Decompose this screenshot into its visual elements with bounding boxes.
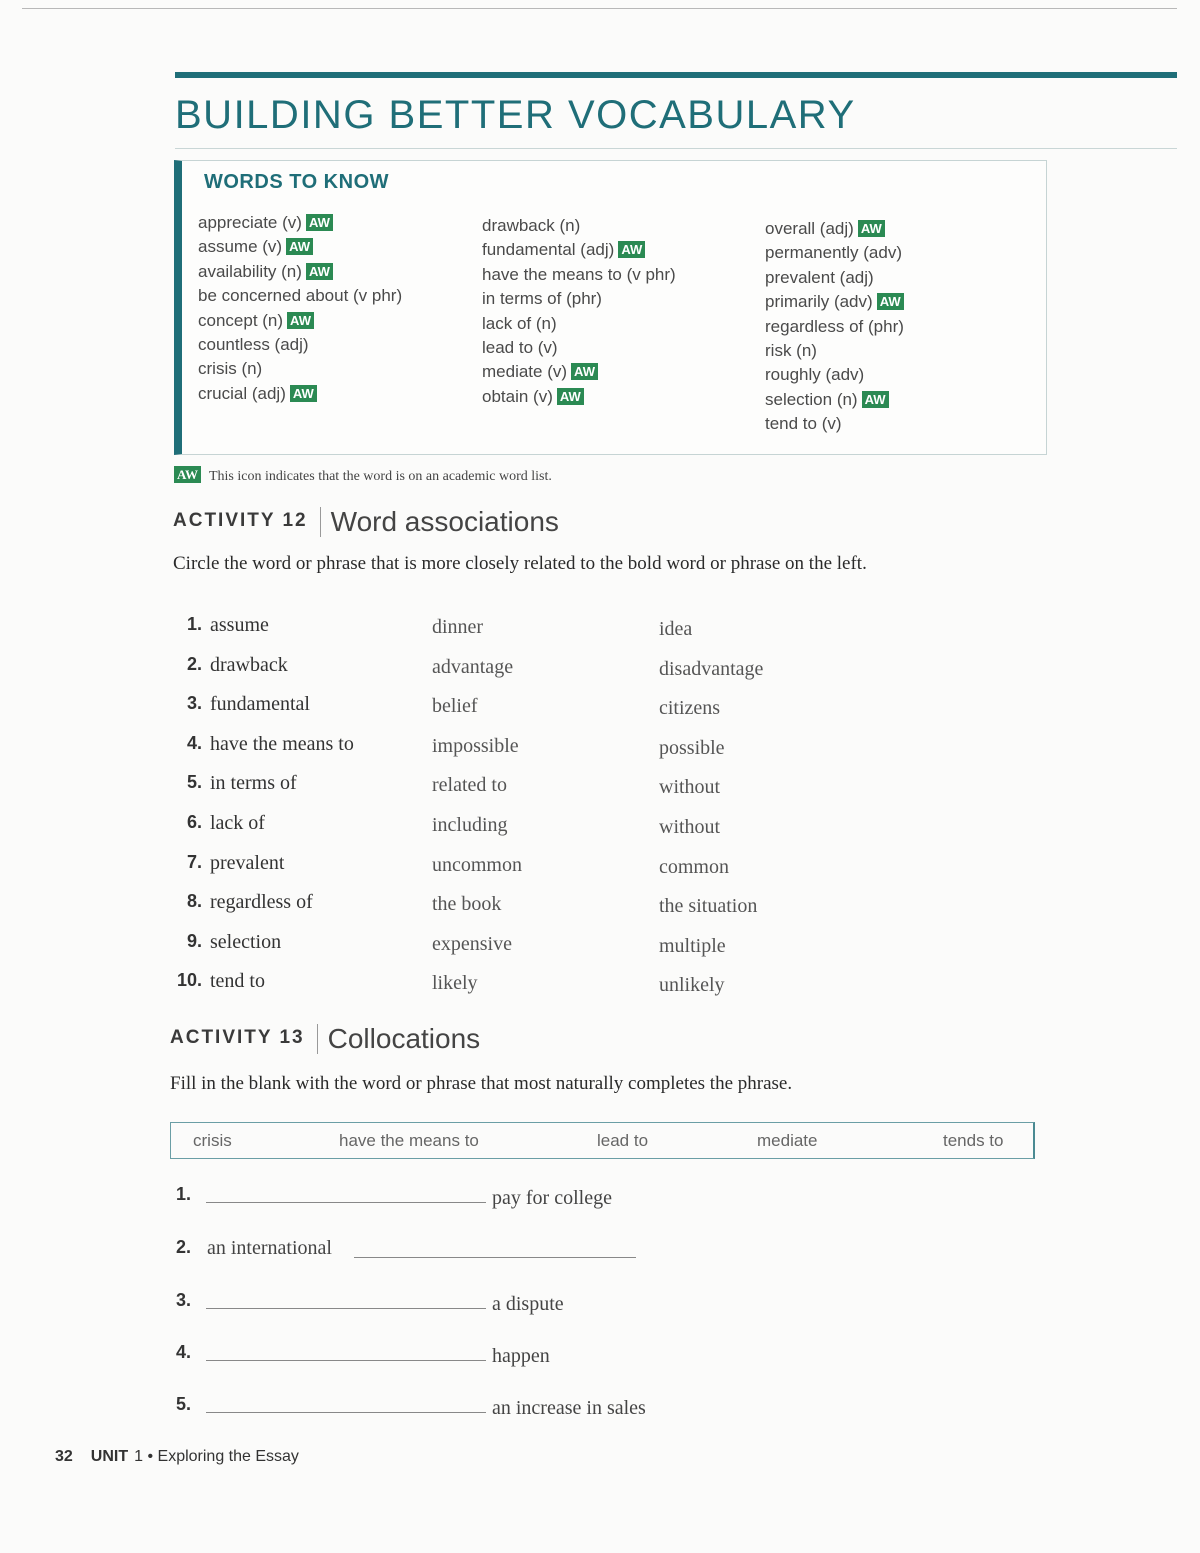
vocab-word	[198, 260, 402, 284]
unit-label: UNIT	[90, 1448, 129, 1465]
option-b[interactable]: idea	[659, 618, 693, 640]
vocab-word-text: assume (v)	[198, 237, 283, 257]
page-footer	[55, 1448, 299, 1466]
aw-badge-icon: AW	[174, 466, 201, 483]
option-a[interactable]: uncommon	[432, 853, 522, 876]
option-b[interactable]: common	[659, 855, 729, 878]
activity-13-heading	[170, 1023, 480, 1055]
vocab-word-text: lack of (n)	[482, 313, 557, 333]
vocab-word	[765, 412, 904, 436]
item-number: 4.	[186, 732, 202, 753]
answer-blank[interactable]	[206, 1308, 486, 1309]
vocab-word	[198, 211, 402, 235]
bold-word: in terms of	[210, 772, 297, 795]
word-column-2	[482, 214, 676, 409]
heading-divider	[317, 1024, 318, 1054]
activity-12-heading	[173, 506, 559, 538]
vocab-word-text: obtain (v)	[482, 386, 553, 406]
aw-badge-icon: AW	[571, 363, 598, 380]
item-number: 3.	[186, 693, 202, 714]
option-b[interactable]: disadvantage	[659, 657, 764, 680]
vocab-word	[482, 238, 676, 262]
aw-badge-icon: AW	[286, 238, 313, 255]
word-bank-item: have the means to	[339, 1131, 479, 1150]
option-b[interactable]: unlikely	[659, 974, 725, 997]
option-b[interactable]: without	[659, 776, 721, 799]
vocab-word	[198, 235, 402, 259]
option-a[interactable]: advantage	[432, 655, 514, 678]
aw-badge-icon: AW	[862, 391, 889, 408]
aw-badge-icon: AW	[618, 241, 645, 258]
vocab-word	[765, 241, 904, 265]
vocab-word-text: concept (n)	[198, 310, 284, 330]
bold-word: have the means to	[210, 732, 354, 755]
vocab-word	[765, 315, 904, 339]
header-bar	[175, 72, 1177, 78]
item-number: 1.	[176, 1184, 192, 1204]
aw-badge-icon: AW	[858, 220, 885, 237]
bold-word: lack of	[210, 811, 265, 834]
vocab-word	[482, 214, 676, 238]
option-b[interactable]: multiple	[659, 934, 726, 957]
bold-word: tend to	[210, 970, 265, 993]
aw-badge-icon: AW	[287, 312, 314, 329]
aw-badge-icon: AW	[290, 385, 317, 402]
vocab-word-text: in terms of (phr)	[482, 289, 602, 309]
vocab-word	[765, 388, 904, 412]
item-number: 5.	[176, 1394, 192, 1414]
option-b[interactable]: the situation	[659, 895, 758, 918]
vocab-word-text: prevalent (adj)	[765, 267, 874, 287]
vocab-word	[482, 312, 676, 336]
option-a[interactable]: the book	[432, 893, 502, 916]
top-rule	[22, 8, 1177, 9]
item-number: 8.	[186, 891, 202, 912]
bold-word: prevalent	[210, 851, 285, 874]
bold-word: drawback	[210, 653, 288, 676]
word-column-3	[765, 217, 904, 437]
vocab-word-text: crisis (n)	[198, 359, 263, 379]
vocab-word-text: be concerned about (v phr)	[198, 286, 403, 306]
answer-blank[interactable]	[206, 1202, 486, 1203]
vocab-word	[198, 382, 402, 406]
word-column-1	[198, 211, 402, 406]
item-number: 7.	[186, 851, 202, 872]
activity-13-instruction: Fill in the blank with the word or phrase that most naturally completes the phrase.	[170, 1073, 793, 1094]
item-text: an increase in sales	[492, 1397, 646, 1419]
option-a[interactable]: including	[432, 813, 508, 836]
activity-13-label: ACTIVITY 13	[170, 1027, 305, 1049]
vocab-word	[482, 263, 676, 287]
vocab-word	[765, 363, 904, 387]
vocab-word	[198, 357, 402, 381]
answer-blank[interactable]	[206, 1412, 486, 1413]
page-title: BUILDING BETTER VOCABULARY	[175, 93, 856, 137]
option-b[interactable]: possible	[659, 736, 725, 759]
activity-13-title: Collocations	[327, 1023, 481, 1054]
word-bank-item: mediate	[757, 1131, 818, 1150]
word-bank-item: crisis	[193, 1131, 232, 1150]
vocab-word	[765, 266, 904, 290]
vocab-word	[482, 385, 676, 409]
item-number: 9.	[186, 930, 202, 951]
option-b[interactable]: citizens	[659, 697, 721, 720]
item-number: 2.	[186, 653, 202, 674]
vocab-word-text: appreciate (v)	[198, 213, 302, 232]
vocab-word-text: have the means to (v phr)	[482, 264, 676, 284]
vocab-word	[765, 290, 904, 314]
aw-note-text: This icon indicates that the word is on an academic word list.	[208, 469, 552, 484]
aw-note	[174, 466, 552, 485]
vocab-word-text: overall (adj)	[765, 219, 854, 238]
vocab-word-text: risk (n)	[765, 340, 817, 360]
aw-badge-icon: AW	[306, 263, 333, 280]
vocab-word	[765, 339, 904, 363]
item-text: a dispute	[492, 1293, 564, 1315]
item-number: 4.	[176, 1342, 192, 1362]
bold-word: assume	[210, 614, 269, 636]
bold-word: fundamental	[210, 693, 310, 716]
vocab-word-text: selection (n)	[765, 389, 858, 409]
item-number: 6.	[186, 811, 202, 832]
vocab-word-text: roughly (adv)	[765, 365, 865, 385]
option-a[interactable]: dinner	[432, 616, 484, 638]
vocab-word-text: primarily (adv)	[765, 292, 873, 312]
vocab-word	[482, 336, 676, 360]
vocab-word-text: tend to (v)	[765, 414, 842, 434]
bold-word: selection	[210, 930, 282, 953]
vocab-word-text: drawback (n)	[482, 216, 581, 235]
item-number: 2.	[176, 1237, 192, 1257]
item-number: 1.	[186, 614, 202, 634]
answer-blank[interactable]	[206, 1360, 486, 1361]
vocab-word	[198, 309, 402, 333]
item-text: an international	[207, 1237, 332, 1259]
option-b[interactable]: without	[659, 815, 721, 838]
item-number: 10.	[176, 970, 202, 991]
item-text: happen	[492, 1345, 550, 1367]
aw-badge-icon: AW	[306, 214, 333, 231]
answer-blank[interactable]	[354, 1257, 636, 1258]
words-to-know-box	[174, 160, 1047, 455]
heading-divider	[320, 507, 321, 537]
vocab-word	[482, 287, 676, 311]
word-bank-item: tends to	[943, 1131, 1004, 1150]
item-text: pay for college	[492, 1187, 612, 1209]
option-a[interactable]: likely	[432, 972, 478, 995]
vocab-word-text: availability (n)	[198, 261, 302, 281]
vocab-word	[198, 333, 402, 357]
words-to-know-heading: WORDS TO KNOW	[204, 171, 390, 193]
vocab-word	[482, 360, 676, 384]
activity-12-instruction: Circle the word or phrase that is more closely related to the bold word or phrase on the left.	[173, 553, 867, 574]
vocab-word-text: crucial (adj)	[198, 383, 286, 403]
word-bank-item: lead to	[597, 1131, 649, 1150]
option-a[interactable]: expensive	[432, 932, 512, 955]
title-rule	[175, 148, 1177, 149]
page-number: 32	[55, 1448, 73, 1465]
option-a[interactable]: impossible	[432, 734, 519, 757]
vocab-word-text: mediate (v)	[482, 362, 568, 382]
item-number: 5.	[186, 772, 202, 793]
aw-badge-icon: AW	[557, 388, 584, 405]
vocab-word-text: countless (adj)	[198, 334, 309, 354]
activity-12-title: Word associations	[330, 506, 559, 537]
vocab-word-text: regardless of (phr)	[765, 316, 904, 336]
aw-badge-icon: AW	[877, 293, 904, 310]
vocab-word-text: fundamental (adj)	[482, 240, 615, 260]
vocab-word-text: permanently (adv)	[765, 243, 903, 263]
option-a[interactable]: belief	[432, 695, 478, 718]
activity-12-label: ACTIVITY 12	[173, 510, 308, 532]
vocab-word	[765, 217, 904, 241]
word-bank	[170, 1122, 1035, 1159]
unit-title: 1 • Exploring the Essay	[134, 1448, 299, 1465]
bold-word: regardless of	[210, 891, 313, 914]
vocab-word-text: lead to (v)	[482, 337, 558, 357]
option-a[interactable]: related to	[432, 774, 507, 797]
item-number: 3.	[176, 1290, 192, 1310]
vocab-word	[198, 284, 402, 308]
